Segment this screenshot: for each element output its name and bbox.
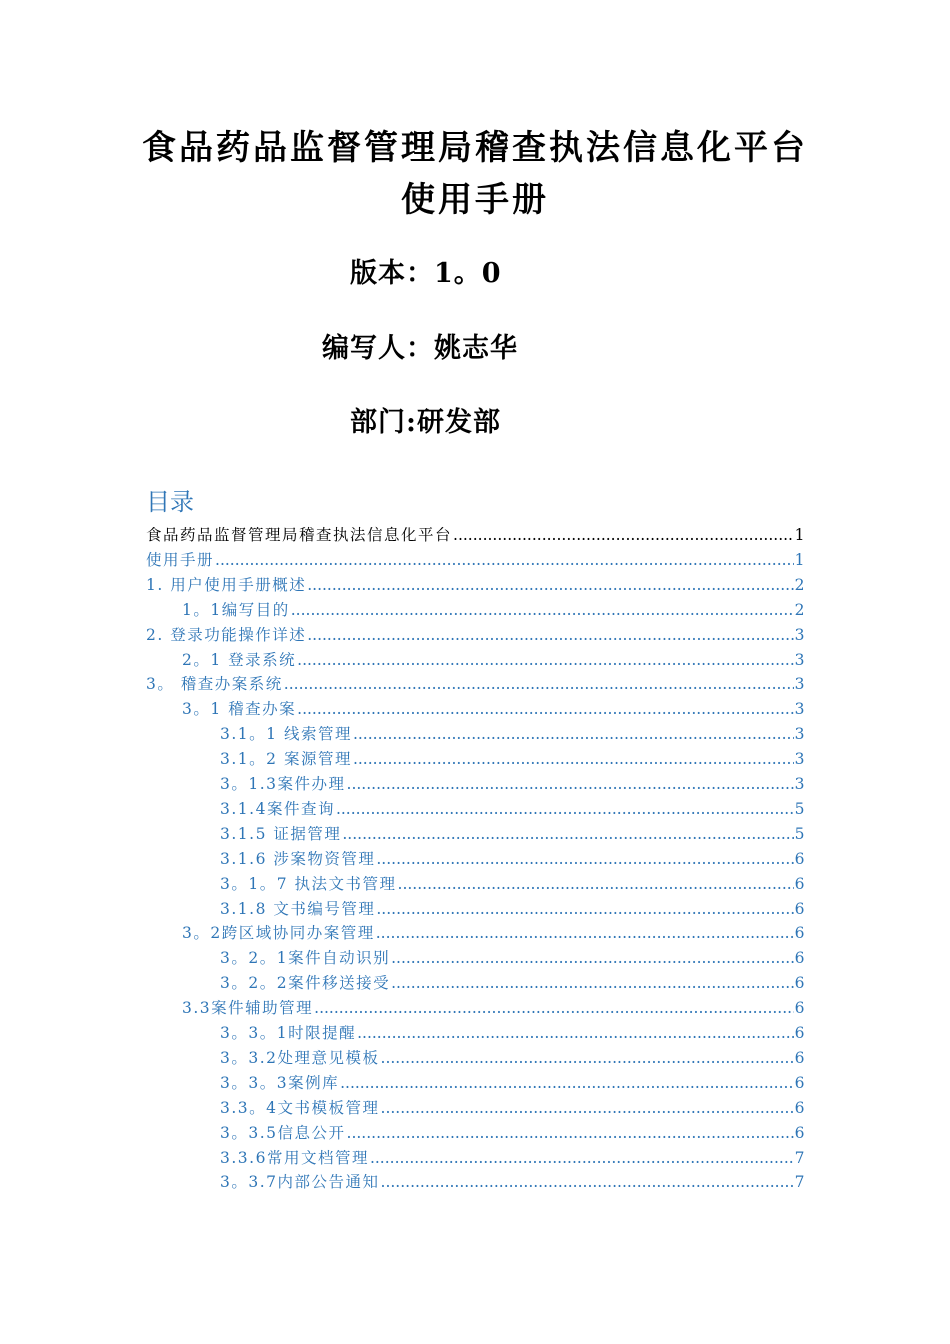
toc-entry-page: 6 bbox=[794, 1099, 806, 1117]
toc-dot-leader bbox=[342, 823, 793, 845]
toc-entry[interactable] bbox=[182, 599, 806, 621]
toc-entry[interactable] bbox=[146, 549, 806, 571]
toc-dot-leader bbox=[347, 1122, 794, 1144]
toc-entry-label: 2。1 登录系统 bbox=[182, 651, 297, 669]
toc-dot-leader bbox=[376, 848, 793, 870]
toc-dot-leader bbox=[336, 798, 794, 820]
toc-entry-label: 3。3.7内部公告通知 bbox=[220, 1173, 380, 1191]
toc-entry[interactable] bbox=[220, 1072, 806, 1094]
toc-heading: 目录 bbox=[146, 488, 194, 516]
toc-entry[interactable] bbox=[220, 898, 806, 920]
toc-entry-label: 3.3。4文书模板管理 bbox=[220, 1099, 380, 1117]
toc-entry-label: 3。3。1时限提醒 bbox=[220, 1024, 357, 1042]
toc-entry[interactable] bbox=[182, 698, 806, 720]
toc-entry-page: 6 bbox=[794, 900, 806, 918]
toc-entry-label: 3。3。3案例库 bbox=[220, 1074, 340, 1092]
toc-entry[interactable] bbox=[146, 574, 806, 596]
toc-entry[interactable] bbox=[220, 848, 806, 870]
toc-entry-label: 3。3.5信息公开 bbox=[220, 1124, 346, 1142]
toc-dot-leader bbox=[291, 599, 794, 621]
toc-entry[interactable] bbox=[220, 1047, 806, 1069]
toc-entry-label: 3。3.2处理意见模板 bbox=[220, 1049, 380, 1067]
toc-entry[interactable] bbox=[220, 1122, 806, 1144]
toc-entry-label: 3.1.5 证据管理 bbox=[220, 825, 342, 843]
toc-entry-page: 6 bbox=[794, 949, 806, 967]
toc-dot-leader bbox=[453, 524, 794, 546]
toc-entry-page: 6 bbox=[794, 1024, 806, 1042]
toc-entry-label: 1。1编写目的 bbox=[182, 601, 290, 619]
toc-entry-page: 3 bbox=[794, 675, 806, 693]
toc-dot-leader bbox=[347, 773, 794, 795]
toc-dot-leader bbox=[381, 1171, 794, 1193]
toc-entry[interactable] bbox=[182, 997, 806, 1019]
toc-dot-leader bbox=[340, 1072, 794, 1094]
toc-entry-label: 3.3.6常用文档管理 bbox=[220, 1149, 369, 1167]
toc-entry-label: 3。 稽查办案系统 bbox=[146, 675, 283, 693]
toc-entry-label: 3.3案件辅助管理 bbox=[182, 999, 314, 1017]
department-line: 部门:研发部 bbox=[350, 407, 501, 438]
toc-entry-label: 食品药品监督管理局稽查执法信息化平台 bbox=[146, 526, 453, 544]
toc-entry-label: 3。2跨区域协同办案管理 bbox=[182, 924, 375, 942]
toc-dot-leader bbox=[381, 1047, 794, 1069]
toc-entry[interactable] bbox=[220, 723, 806, 745]
toc-dot-leader bbox=[314, 997, 793, 1019]
toc-entry-label: 3。2。1案件自动识别 bbox=[220, 949, 391, 967]
toc-entry[interactable] bbox=[220, 1097, 806, 1119]
toc-dot-leader bbox=[284, 673, 794, 695]
toc-entry-label: 3.1.6 涉案物资管理 bbox=[220, 850, 376, 868]
toc-dot-leader bbox=[353, 723, 794, 745]
toc-dot-leader bbox=[370, 1147, 794, 1169]
toc-dot-leader bbox=[398, 873, 794, 895]
toc-entry[interactable] bbox=[146, 624, 806, 646]
toc-dot-leader bbox=[297, 698, 793, 720]
toc-entry[interactable] bbox=[220, 798, 806, 820]
toc-entry-page: 3 bbox=[794, 651, 806, 669]
toc-entry-label: 3.1。2 案源管理 bbox=[220, 750, 352, 768]
toc-dot-leader bbox=[376, 922, 794, 944]
toc-entry[interactable] bbox=[220, 1022, 806, 1044]
toc-dot-leader bbox=[307, 624, 793, 646]
toc-entry-label: 3。1.3案件办理 bbox=[220, 775, 346, 793]
toc-entry-label: 3.1.8 文书编号管理 bbox=[220, 900, 376, 918]
toc-entry-label: 3。2。2案件移送接受 bbox=[220, 974, 391, 992]
document-subtitle: 使用手册 bbox=[401, 180, 549, 220]
toc-entry[interactable] bbox=[220, 773, 806, 795]
toc-dot-leader bbox=[353, 748, 794, 770]
toc-entry-page: 2 bbox=[794, 576, 806, 594]
toc-entry-page: 6 bbox=[794, 924, 806, 942]
toc-entry-page: 7 bbox=[794, 1149, 806, 1167]
toc-entry-page: 5 bbox=[794, 825, 806, 843]
toc-entry-label: 3。1。7 执法文书管理 bbox=[220, 875, 397, 893]
toc-entry[interactable] bbox=[146, 673, 806, 695]
toc-entry-page: 2 bbox=[794, 601, 806, 619]
toc-entry[interactable] bbox=[220, 823, 806, 845]
toc-dot-leader bbox=[307, 574, 793, 596]
toc-dot-leader bbox=[381, 1097, 794, 1119]
toc-entry-label: 3.1。1 线索管理 bbox=[220, 725, 352, 743]
toc-dot-leader bbox=[391, 972, 794, 994]
toc-entry-page: 5 bbox=[794, 800, 806, 818]
toc-entry-page: 6 bbox=[794, 999, 806, 1017]
toc-entry[interactable] bbox=[220, 972, 806, 994]
toc-entry[interactable] bbox=[220, 947, 806, 969]
toc-dot-leader bbox=[297, 649, 793, 671]
toc-entry-page: 3 bbox=[794, 700, 806, 718]
toc-entry-page: 6 bbox=[794, 974, 806, 992]
toc-entry-label: 1. 用户使用手册概述 bbox=[146, 576, 307, 594]
document-title: 食品药品监督管理局稽查执法信息化平台 bbox=[142, 128, 808, 168]
toc-entry[interactable] bbox=[220, 1171, 806, 1193]
toc-dot-leader bbox=[357, 1022, 794, 1044]
toc-entry-page: 3 bbox=[794, 750, 806, 768]
toc-entry-page: 3 bbox=[794, 775, 806, 793]
toc-entry-page: 7 bbox=[794, 1173, 806, 1191]
toc-entry[interactable] bbox=[146, 524, 806, 546]
version-line: 版本：1。0 bbox=[350, 258, 502, 289]
toc-entry-label: 3.1.4案件查询 bbox=[220, 800, 335, 818]
toc-entry[interactable] bbox=[182, 922, 806, 944]
toc-entry-page: 6 bbox=[794, 1124, 806, 1142]
toc-entry[interactable] bbox=[220, 873, 806, 895]
toc-entry-page: 6 bbox=[794, 1049, 806, 1067]
toc-dot-leader bbox=[376, 898, 793, 920]
toc-dot-leader bbox=[391, 947, 794, 969]
toc-entry-page: 3 bbox=[794, 725, 806, 743]
toc-entry[interactable] bbox=[220, 748, 806, 770]
toc-entry-page: 1 bbox=[794, 551, 806, 569]
toc-entry-label: 3。1 稽查办案 bbox=[182, 700, 297, 718]
toc-entry[interactable] bbox=[220, 1147, 806, 1169]
author-line: 编写人：姚志华 bbox=[322, 333, 518, 364]
toc-dot-leader bbox=[215, 549, 794, 571]
toc-entry-label: 2. 登录功能操作详述 bbox=[146, 626, 307, 644]
toc-entry-page: 1 bbox=[794, 526, 806, 544]
toc-entry-label: 使用手册 bbox=[146, 551, 215, 569]
toc-entry[interactable] bbox=[182, 649, 806, 671]
toc-entry-page: 3 bbox=[794, 626, 806, 644]
toc-entry-page: 6 bbox=[794, 1074, 806, 1092]
toc-entry-page: 6 bbox=[794, 850, 806, 868]
toc-entry-page: 6 bbox=[794, 875, 806, 893]
